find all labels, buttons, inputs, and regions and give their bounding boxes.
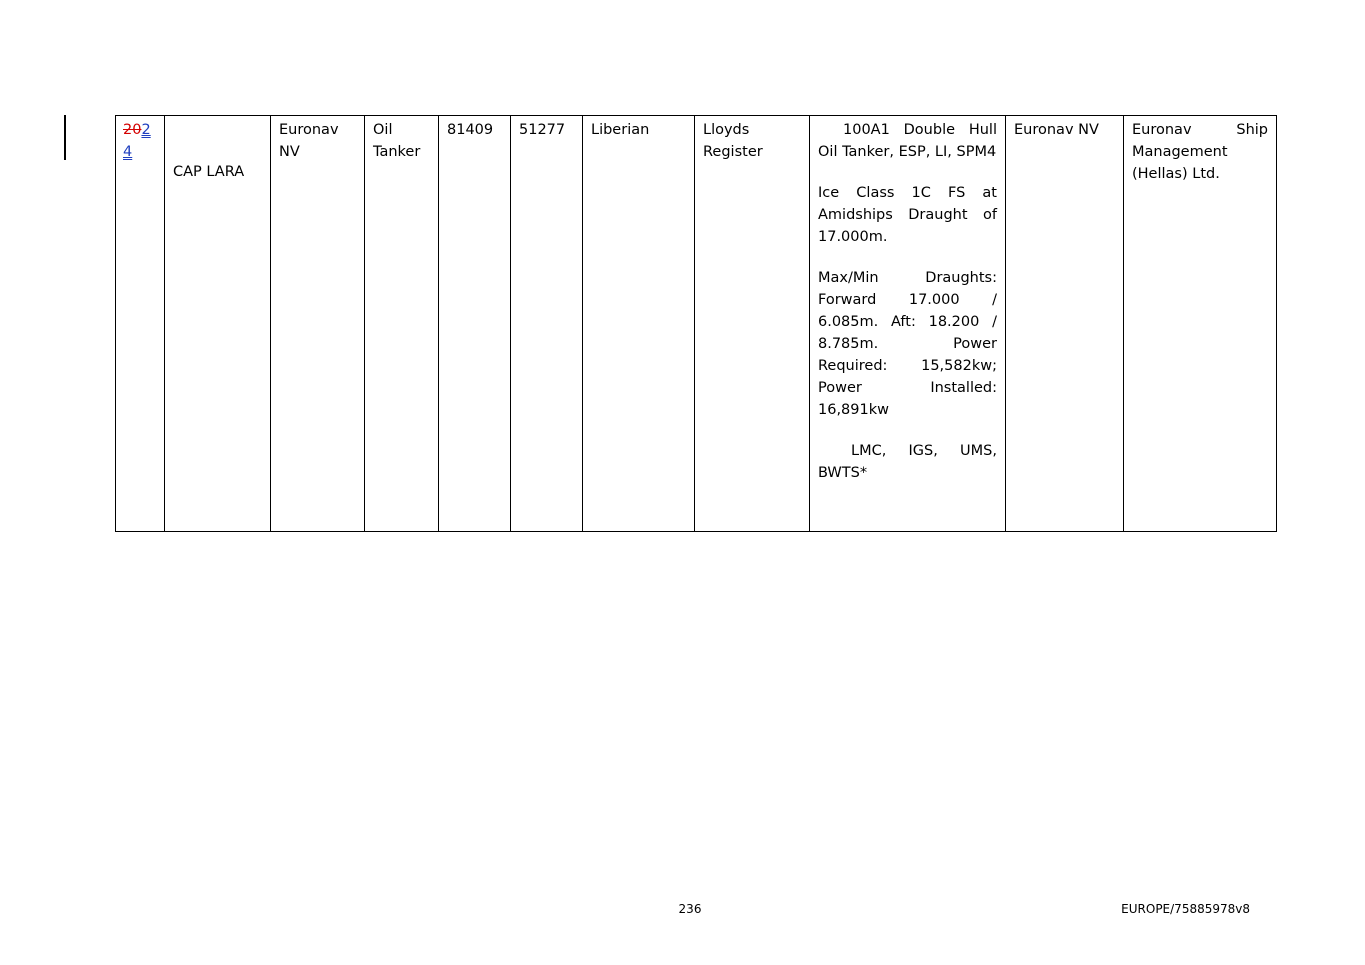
class-notation-paragraph: 100A1 Double Hull Oil Tanker, ESP, LI, SPM4 [818,122,997,160]
class-notation-paragraph: LMC, IGS, UMS, BWTS* [818,443,997,481]
vessel-name-cell: CAP LARA [165,116,271,532]
class-notation-paragraph: Ice Class 1C FS at Amidships Draught of 17.000m. [818,185,997,245]
manager-cell: Euronav Ship Management (Hellas) Ltd. [1124,116,1277,532]
row-number-cell [116,116,165,532]
vessel-type-cell: Oil Tanker [365,116,439,532]
deleted-number-text: 20 [123,122,142,138]
class-society-cell: Lloyds Register [695,116,810,532]
page-number: 236 [678,902,702,916]
owner-cell: Euronav NV [271,116,365,532]
revision-change-bar [64,115,66,160]
table-row [116,116,1277,532]
flag-cell: Liberian [583,116,695,532]
document-reference: EUROPE/75885978v8 [1121,902,1250,916]
net-tonnage-cell: 51277 [511,116,583,532]
class-notation-paragraph: Max/Min Draughts: Forward 17.000 / 6.085m. Aft: 18.200 / 8.785m. Power Required: 15,582kw; Power Installed: 16,891kw [818,270,997,418]
class-notation-cell [810,116,1006,532]
gross-tonnage-cell: 81409 [439,116,511,532]
inserted-number-text: 4 [123,144,133,160]
vessel-register-table [115,115,1277,532]
operator-cell: Euronav NV [1006,116,1124,532]
inserted-number-text: 2 [141,122,151,138]
